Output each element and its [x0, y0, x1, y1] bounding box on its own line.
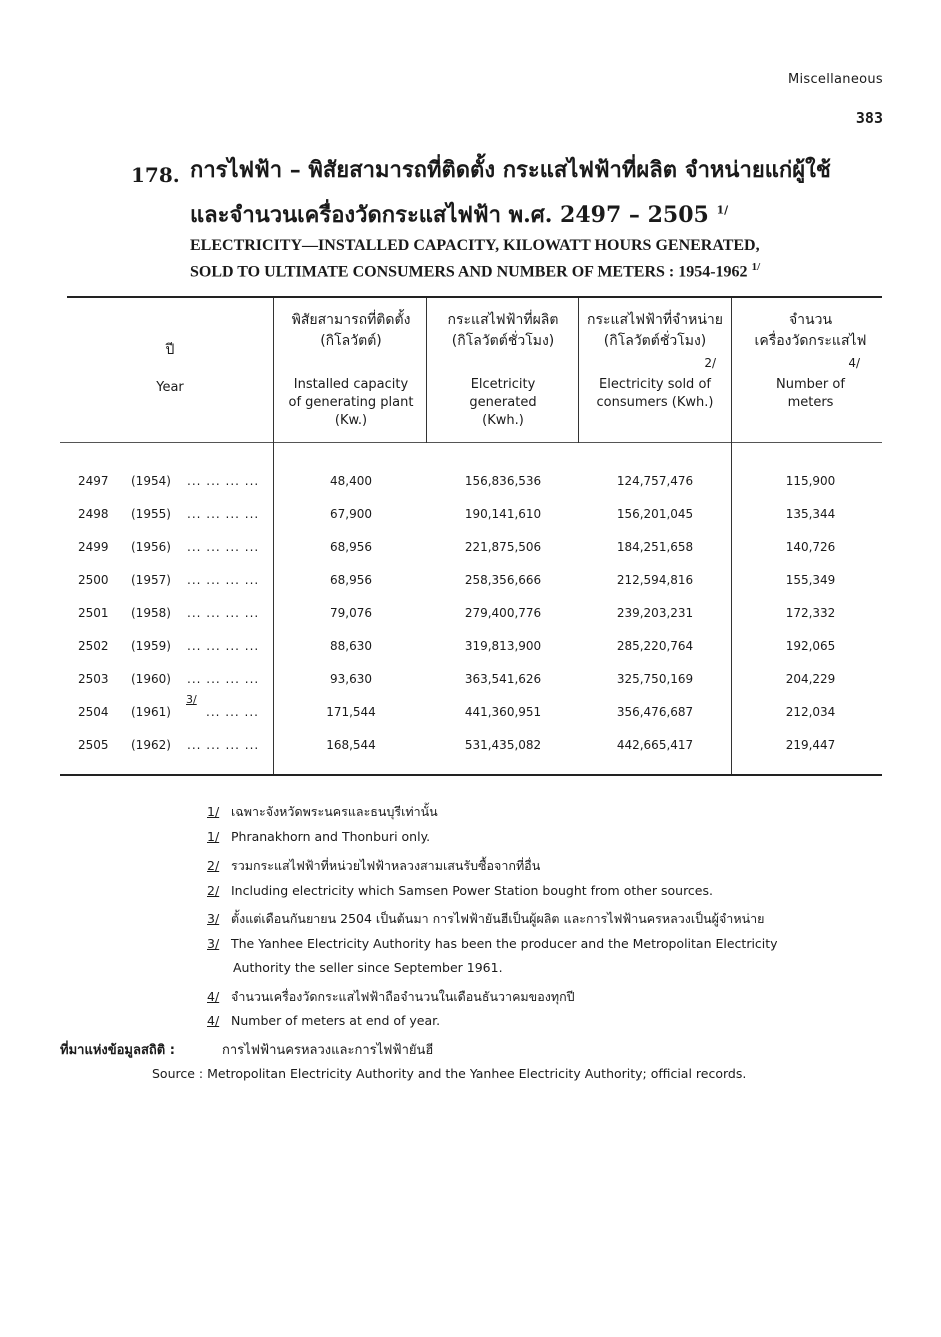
cell-year-be: 2503: [78, 672, 109, 686]
cell-year-be: 2497: [78, 474, 109, 488]
header-sold-english: Electricity sold of consumers (Kwh.): [596, 377, 714, 410]
cell-year-be: 2504: [78, 705, 109, 719]
leader-dots: ... ... ...: [206, 705, 259, 719]
leader-dots: ... ... ... ...: [187, 474, 260, 488]
cell-capacity: 68,956: [330, 540, 372, 554]
footnote-mark: 2/: [207, 883, 220, 898]
cell-capacity: 93,630: [330, 672, 372, 686]
cell-sold: 239,203,231: [616, 606, 694, 620]
header-generated: [428, 310, 578, 430]
column-divider: [273, 298, 274, 774]
header-year: [70, 340, 270, 397]
footnote-mark: 4/: [207, 1013, 220, 1028]
cell-sold: 124,757,476: [616, 474, 694, 488]
cell-meters: 219,447: [785, 738, 836, 752]
header-year-thai: ปี: [165, 342, 175, 358]
cell-capacity: 168,544: [326, 738, 376, 752]
footnote-text: The Yanhee Electricity Authority has been the producer and the Metropolitan Electricity: [231, 936, 778, 951]
cell-year-mark: 3/: [186, 693, 197, 706]
cell-generated: 258,356,666: [464, 573, 542, 587]
footnote-text: Number of meters at end of year.: [231, 1013, 441, 1028]
cell-year-ad: (1956): [131, 540, 171, 554]
cell-meters: 155,349: [785, 573, 836, 587]
footnote-mark: 4/: [207, 989, 220, 1004]
header-sold-thai: กระแสไฟฟ้าที่จำหน่าย: [587, 312, 723, 328]
cell-sold: 442,665,417: [616, 738, 694, 752]
title-english-line2-text: SOLD TO ULTIMATE CONSUMERS AND NUMBER OF METERS : 1954-1962: [190, 263, 748, 281]
cell-generated: 319,813,900: [464, 639, 542, 653]
footnote-text: ตั้งแต่เดือนกันยายน 2504 เป็นต้นมา การไฟฟ้ายันฮีเป็นผู้ผลิต และการไฟฟ้านครหลวงเป็นผู้จำหน่าย: [231, 911, 765, 926]
table-bottom-rule: [60, 774, 882, 776]
cell-capacity: 171,544: [326, 705, 376, 719]
table-header-rule: [60, 442, 882, 443]
column-divider: [578, 298, 579, 443]
leader-dots: ... ... ... ...: [187, 672, 260, 686]
header-meters: [733, 310, 888, 412]
footnote-continuation: [233, 960, 503, 975]
table-row: [0, 507, 941, 529]
header-year-english: Year: [156, 380, 184, 395]
footnote: [207, 856, 540, 876]
cell-sold: 212,594,816: [616, 573, 694, 587]
title-english-line1: ELECTRICITY—INSTALLED CAPACITY, KILOWATT HOURS GENERATED,: [190, 237, 760, 254]
footnote-text: Including electricity which Samsen Power Station bought from other sources.: [231, 883, 713, 898]
leader-dots: ... ... ... ...: [187, 507, 260, 521]
table-row: [0, 606, 941, 628]
source-thai-value: การไฟฟ้านครหลวงและการไฟฟ้ายันฮี: [222, 1043, 434, 1058]
footnote-mark: 3/: [207, 911, 220, 926]
cell-meters: 204,229: [785, 672, 836, 686]
cell-generated: 279,400,776: [464, 606, 542, 620]
footnote-mark: 1/: [207, 804, 220, 819]
footnote-text: Phranakhorn and Thonburi only.: [231, 829, 431, 844]
cell-meters: 192,065: [785, 639, 836, 653]
cell-meters: 172,332: [785, 606, 836, 620]
header-sold: [580, 310, 730, 412]
footnote: [207, 936, 778, 951]
cell-year-ad: (1959): [131, 639, 171, 653]
footnote: [207, 883, 713, 898]
cell-year-ad: (1954): [131, 474, 171, 488]
table-row: [0, 639, 941, 661]
title-english-line2: [190, 261, 760, 281]
footnote: [207, 802, 438, 822]
title-thai-line2-text: และจำนวนเครื่องวัดกระแสไฟฟ้า พ.ศ. 2497 – 2505: [190, 202, 709, 228]
table-row: [0, 573, 941, 595]
cell-capacity: 88,630: [330, 639, 372, 653]
cell-sold: 356,476,687: [616, 705, 694, 719]
footnote-text: รวมกระแสไฟฟ้าที่หน่วยไฟฟ้าหลวงสามเสนรับซื้อจากที่อื่น: [231, 858, 541, 873]
column-divider: [731, 298, 732, 774]
header-meters-english: Number of meters: [776, 377, 845, 410]
footnote-mark: 1/: [207, 829, 220, 844]
footnote-text: Authority the seller since September 1961.: [233, 960, 503, 975]
table-row: [0, 474, 941, 496]
cell-year-ad: (1958): [131, 606, 171, 620]
header-meters-thai-sub: เครื่องวัดกระแสไฟ: [754, 333, 867, 349]
source-english-value: : Metropolitan Electricity Authority and the Yanhee Electricity Authority; official records.: [198, 1066, 747, 1081]
cell-generated: 156,836,536: [464, 474, 542, 488]
cell-year-ad: (1957): [131, 573, 171, 587]
header-sold-mark: 2/: [704, 356, 716, 370]
cell-year-be: 2502: [78, 639, 109, 653]
leader-dots: ... ... ... ...: [187, 606, 260, 620]
footnote: [207, 1013, 440, 1028]
cell-year-ad: (1962): [131, 738, 171, 752]
header-generated-thai: กระแสไฟฟ้าที่ผลิต: [447, 312, 559, 328]
header-capacity-thai-sub: (กิโลวัตต์): [320, 333, 382, 349]
table-top-rule: [67, 296, 882, 298]
header-generated-english: Elcetricity generated (Kwh.): [469, 377, 537, 428]
cell-generated: 363,541,626: [464, 672, 542, 686]
header-meters-thai: จำนวน: [788, 312, 833, 328]
page-number: 383: [855, 109, 883, 127]
cell-capacity: 68,956: [330, 573, 372, 587]
cell-generated: 190,141,610: [464, 507, 542, 521]
cell-year-ad: (1961): [131, 705, 171, 719]
header-capacity-thai: พิสัยสามารถที่ติดตั้ง: [291, 312, 411, 328]
cell-sold: 156,201,045: [616, 507, 694, 521]
footnote-mark: 3/: [207, 936, 220, 951]
source-thai-label: ที่มาแห่งข้อมูลสถิติ :: [60, 1043, 175, 1058]
cell-generated: 531,435,082: [464, 738, 542, 752]
header-meters-mark: 4/: [848, 356, 860, 370]
cell-capacity: 48,400: [330, 474, 372, 488]
footnote: [207, 987, 575, 1007]
title-thai-line2: [190, 197, 728, 232]
cell-year-be: 2500: [78, 573, 109, 587]
table-number: 178.: [131, 163, 180, 187]
cell-year-be: 2505: [78, 738, 109, 752]
header-sold-thai-sub: (กิโลวัตต์ชั่วโมง): [603, 333, 707, 349]
cell-year-be: 2501: [78, 606, 109, 620]
leader-dots: ... ... ... ...: [187, 639, 260, 653]
column-divider: [426, 298, 427, 443]
footnote: [207, 909, 764, 929]
cell-meters: 212,034: [785, 705, 836, 719]
table-row: [0, 540, 941, 562]
cell-meters: 135,344: [785, 507, 836, 521]
cell-capacity: 67,900: [330, 507, 372, 521]
table-row: [0, 693, 941, 727]
source-english-label: Source: [152, 1066, 195, 1081]
cell-meters: 140,726: [785, 540, 836, 554]
cell-year-ad: (1960): [131, 672, 171, 686]
cell-year-ad: (1955): [131, 507, 171, 521]
leader-dots: ... ... ... ...: [187, 573, 260, 587]
leader-dots: ... ... ... ...: [187, 738, 260, 752]
cell-generated: 441,360,951: [464, 705, 542, 719]
cell-generated: 221,875,506: [464, 540, 542, 554]
footnote-text: จำนวนเครื่องวัดกระแสไฟฟ้าถือจำนวนในเดือนธันวาคมของทุกปี: [231, 989, 575, 1004]
title-thai-line1: การไฟฟ้า – พิสัยสามารถที่ติดตั้ง กระแสไฟฟ้าที่ผลิต จำหน่ายแก่ผู้ใช้: [190, 157, 831, 183]
section-label: Miscellaneous: [787, 72, 883, 87]
title-thai-footnote-mark: 1/: [716, 203, 729, 217]
cell-capacity: 79,076: [330, 606, 372, 620]
table-row: [0, 738, 941, 760]
footnote: [207, 829, 430, 844]
cell-meters: 115,900: [785, 474, 836, 488]
footnote-mark: 2/: [207, 858, 220, 873]
cell-year-be: 2498: [78, 507, 109, 521]
cell-sold: 285,220,764: [616, 639, 694, 653]
table-row: [0, 672, 941, 694]
leader-dots: ... ... ... ...: [187, 540, 260, 554]
header-capacity-english: Installed capacity of generating plant (Kw.): [288, 377, 414, 428]
header-capacity: [276, 310, 426, 430]
cell-sold: 184,251,658: [616, 540, 694, 554]
header-generated-thai-sub: (กิโลวัตต์ชั่วโมง): [451, 333, 555, 349]
footnote-text: เฉพาะจังหวัดพระนครและธนบุรีเท่านั้น: [231, 804, 438, 819]
title-english-footnote-mark: 1/: [751, 261, 761, 273]
cell-year-be: 2499: [78, 540, 109, 554]
source-english: [152, 1066, 746, 1081]
cell-sold: 325,750,169: [616, 672, 694, 686]
